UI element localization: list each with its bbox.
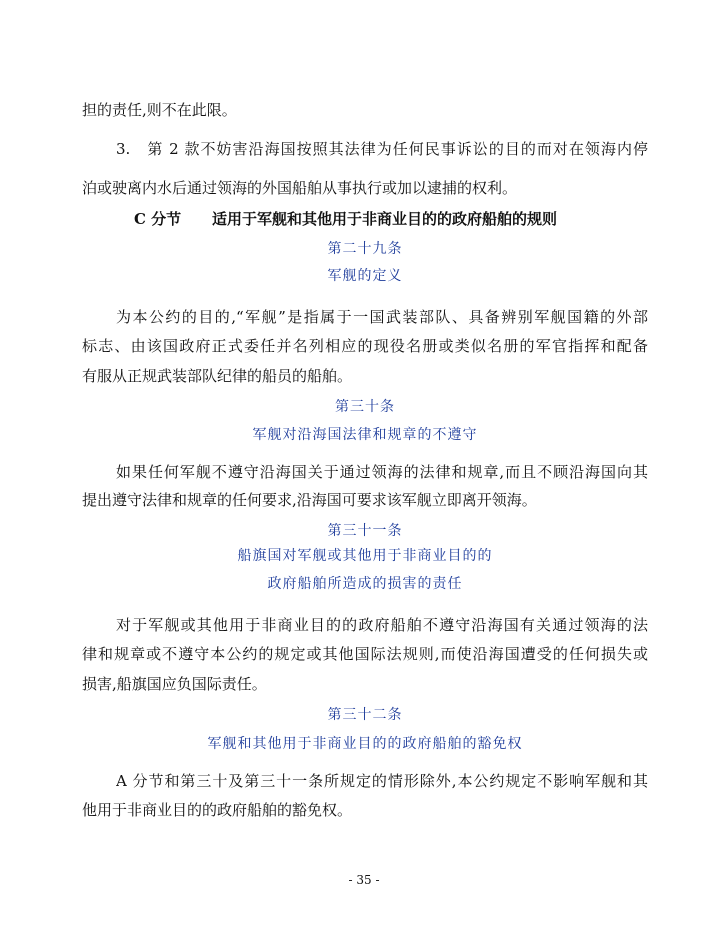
page-number: - 35 - xyxy=(348,873,380,887)
article-title: 军舰对沿海国法律和规章的不遵守 xyxy=(252,427,478,443)
paragraph-line: 担的责任,则不在此限。 xyxy=(82,101,237,119)
paragraph-line: 为本公约的目的,“军舰”是指属于一国武装部队、具备辨别军舰国籍的外部 xyxy=(116,308,648,326)
paragraph-line: 3. 第 2 款不妨害沿海国按照其法律为任何民事诉讼的目的而对在领海内停 xyxy=(116,140,648,158)
article-title: 军舰和其他用于非商业目的的政府船舶的豁免权 xyxy=(207,736,523,752)
paragraph-line: 他用于非商业目的的政府船舶的豁免权。 xyxy=(82,801,353,819)
paragraph-line: 对于军舰或其他用于非商业目的的政府船舶不遵守沿海国有关通过领海的法 xyxy=(116,616,648,634)
article-number: 第二十九条 xyxy=(327,241,403,257)
article-number: 第三十条 xyxy=(335,399,395,415)
paragraph-line: 提出遵守法律和规章的任何要求,沿海国可要求该军舰立即离开领海。 xyxy=(82,491,537,509)
section-title: 适用于军舰和其他用于非商业目的的政府船舶的规则 xyxy=(212,210,558,228)
paragraph-line: 律和规章或不遵守本公约的规定或其他国际法规则,而使沿海国遭受的任何损失或 xyxy=(82,645,648,663)
paragraph-line: 泊或驶离内水后通过领海的外国船舶从事执行或加以逮捕的权利。 xyxy=(82,179,518,197)
paragraph-line: 标志、由该国政府正式委任并名列相应的现役名册或类似名册的军官指挥和配备 xyxy=(82,337,648,355)
paragraph-line: A 分节和第三十及第三十一条所规定的情形除外,本公约规定不影响军舰和其 xyxy=(116,772,648,790)
article-number: 第三十一条 xyxy=(327,523,403,539)
paragraph-line: 如果任何军舰不遵守沿海国关于通过领海的法律和规章,而且不顾沿海国向其 xyxy=(116,463,648,481)
paragraph-line: 有服从正规武装部队纪律的船员的船舶。 xyxy=(82,367,353,385)
article-title: 军舰的定义 xyxy=(327,268,403,284)
paragraph-line: 损害,船旗国应负国际责任。 xyxy=(82,675,267,693)
section-label: C 分节 xyxy=(134,210,182,228)
article-title: 政府船舶所造成的损害的责任 xyxy=(267,576,463,592)
article-title: 船旗国对军舰或其他用于非商业目的的 xyxy=(237,548,493,564)
article-number: 第三十二条 xyxy=(327,707,403,723)
